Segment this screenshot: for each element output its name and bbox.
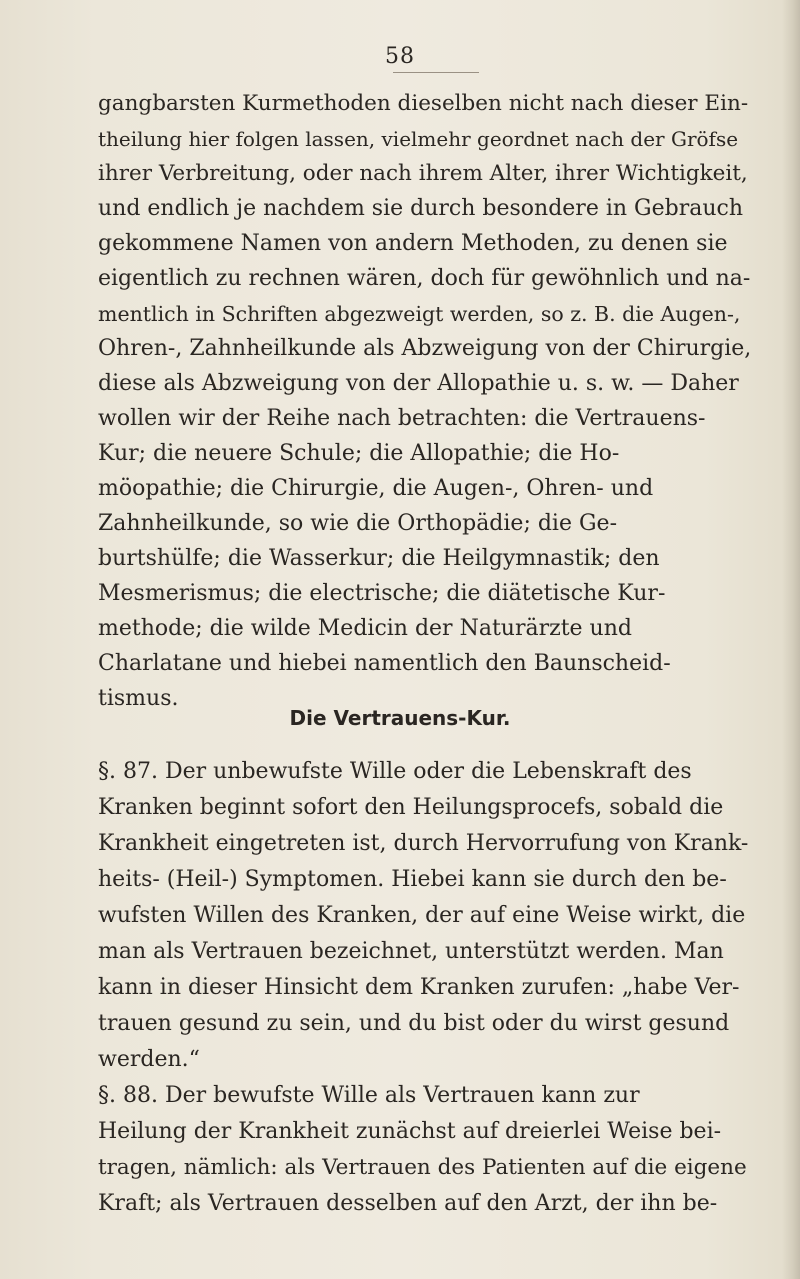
text-line: eigentlich zu rechnen wären, doch für gewöhnlich und na-: [98, 266, 751, 291]
text-line: theilung hier folgen lassen, vielmehr geordnet nach der Gröfse: [98, 127, 739, 151]
text-line: Charlatane und hiebei namentlich den Baunscheid-: [98, 651, 671, 676]
text-line: wufsten Willen des Kranken, der auf eine Weise wirkt, die: [98, 903, 746, 928]
text-line: mentlich in Schriften abgezweigt werden, so z. B. die Augen-,: [98, 302, 741, 326]
text-line: möopathie; die Chirurgie, die Augen-, Ohren- und: [98, 476, 654, 501]
text-line: trauen gesund zu sein, und du bist oder du wirst gesund: [98, 1011, 730, 1036]
text-line: kann in dieser Hinsicht dem Kranken zurufen: „habe Ver-: [98, 975, 740, 1000]
text-line: diese als Abzweigung von der Allopathie u. s. w. — Daher: [98, 371, 739, 396]
text-line: gekommene Namen von andern Methoden, zu denen sie: [98, 231, 728, 256]
text-line: werden.“: [98, 1047, 200, 1072]
text-line: tismus.: [98, 686, 179, 711]
page-number: 58: [385, 44, 415, 69]
text-line: Krankheit eingetreten ist, durch Hervorrufung von Krank-: [98, 831, 749, 856]
text-line: gangbarsten Kurmethoden dieselben nicht nach dieser Ein-: [98, 91, 749, 116]
text-line: tragen, nämlich: als Vertrauen des Patienten auf die eigene: [98, 1155, 747, 1180]
text-line: burtshülfe; die Wasserkur; die Heilgymnastik; den: [98, 546, 660, 571]
text-line: Ohren-, Zahnheilkunde als Abzweigung von der Chirurgie,: [98, 336, 752, 361]
text-line: Zahnheilkunde, so wie die Orthopädie; die Ge-: [98, 511, 618, 536]
page-number-rule: [393, 72, 479, 73]
text-line: §. 88. Der bewufste Wille als Vertrauen kann zur: [98, 1083, 640, 1108]
text-line: wollen wir der Reihe nach betrachten: die Vertrauens-: [98, 406, 706, 431]
page-edge-shadow: [782, 0, 800, 1279]
text-line: und endlich je nachdem sie durch besondere in Gebrauch: [98, 196, 744, 221]
section-heading: Die Vertrauens-Kur.: [289, 706, 511, 730]
text-line: methode; die wilde Medicin der Naturärzte und: [98, 616, 632, 641]
text-line: Kranken beginnt sofort den Heilungsprocefs, sobald die: [98, 795, 724, 820]
text-line: Kraft; als Vertrauen desselben auf den Arzt, der ihn be-: [98, 1191, 718, 1216]
text-line: heits- (Heil-) Symptomen. Hiebei kann sie durch den be-: [98, 867, 727, 892]
text-line: man als Vertrauen bezeichnet, unterstützt werden. Man: [98, 939, 724, 964]
text-line: Kur; die neuere Schule; die Allopathie; die Ho-: [98, 441, 620, 466]
text-line: ihrer Verbreitung, oder nach ihrem Alter, ihrer Wichtigkeit,: [98, 161, 748, 186]
text-line: §. 87. Der unbewufste Wille oder die Lebenskraft des: [98, 759, 692, 784]
text-line: Mesmerismus; die electrische; die diätetische Kur-: [98, 581, 666, 606]
text-line: Heilung der Krankheit zunächst auf dreierlei Weise bei-: [98, 1119, 722, 1144]
